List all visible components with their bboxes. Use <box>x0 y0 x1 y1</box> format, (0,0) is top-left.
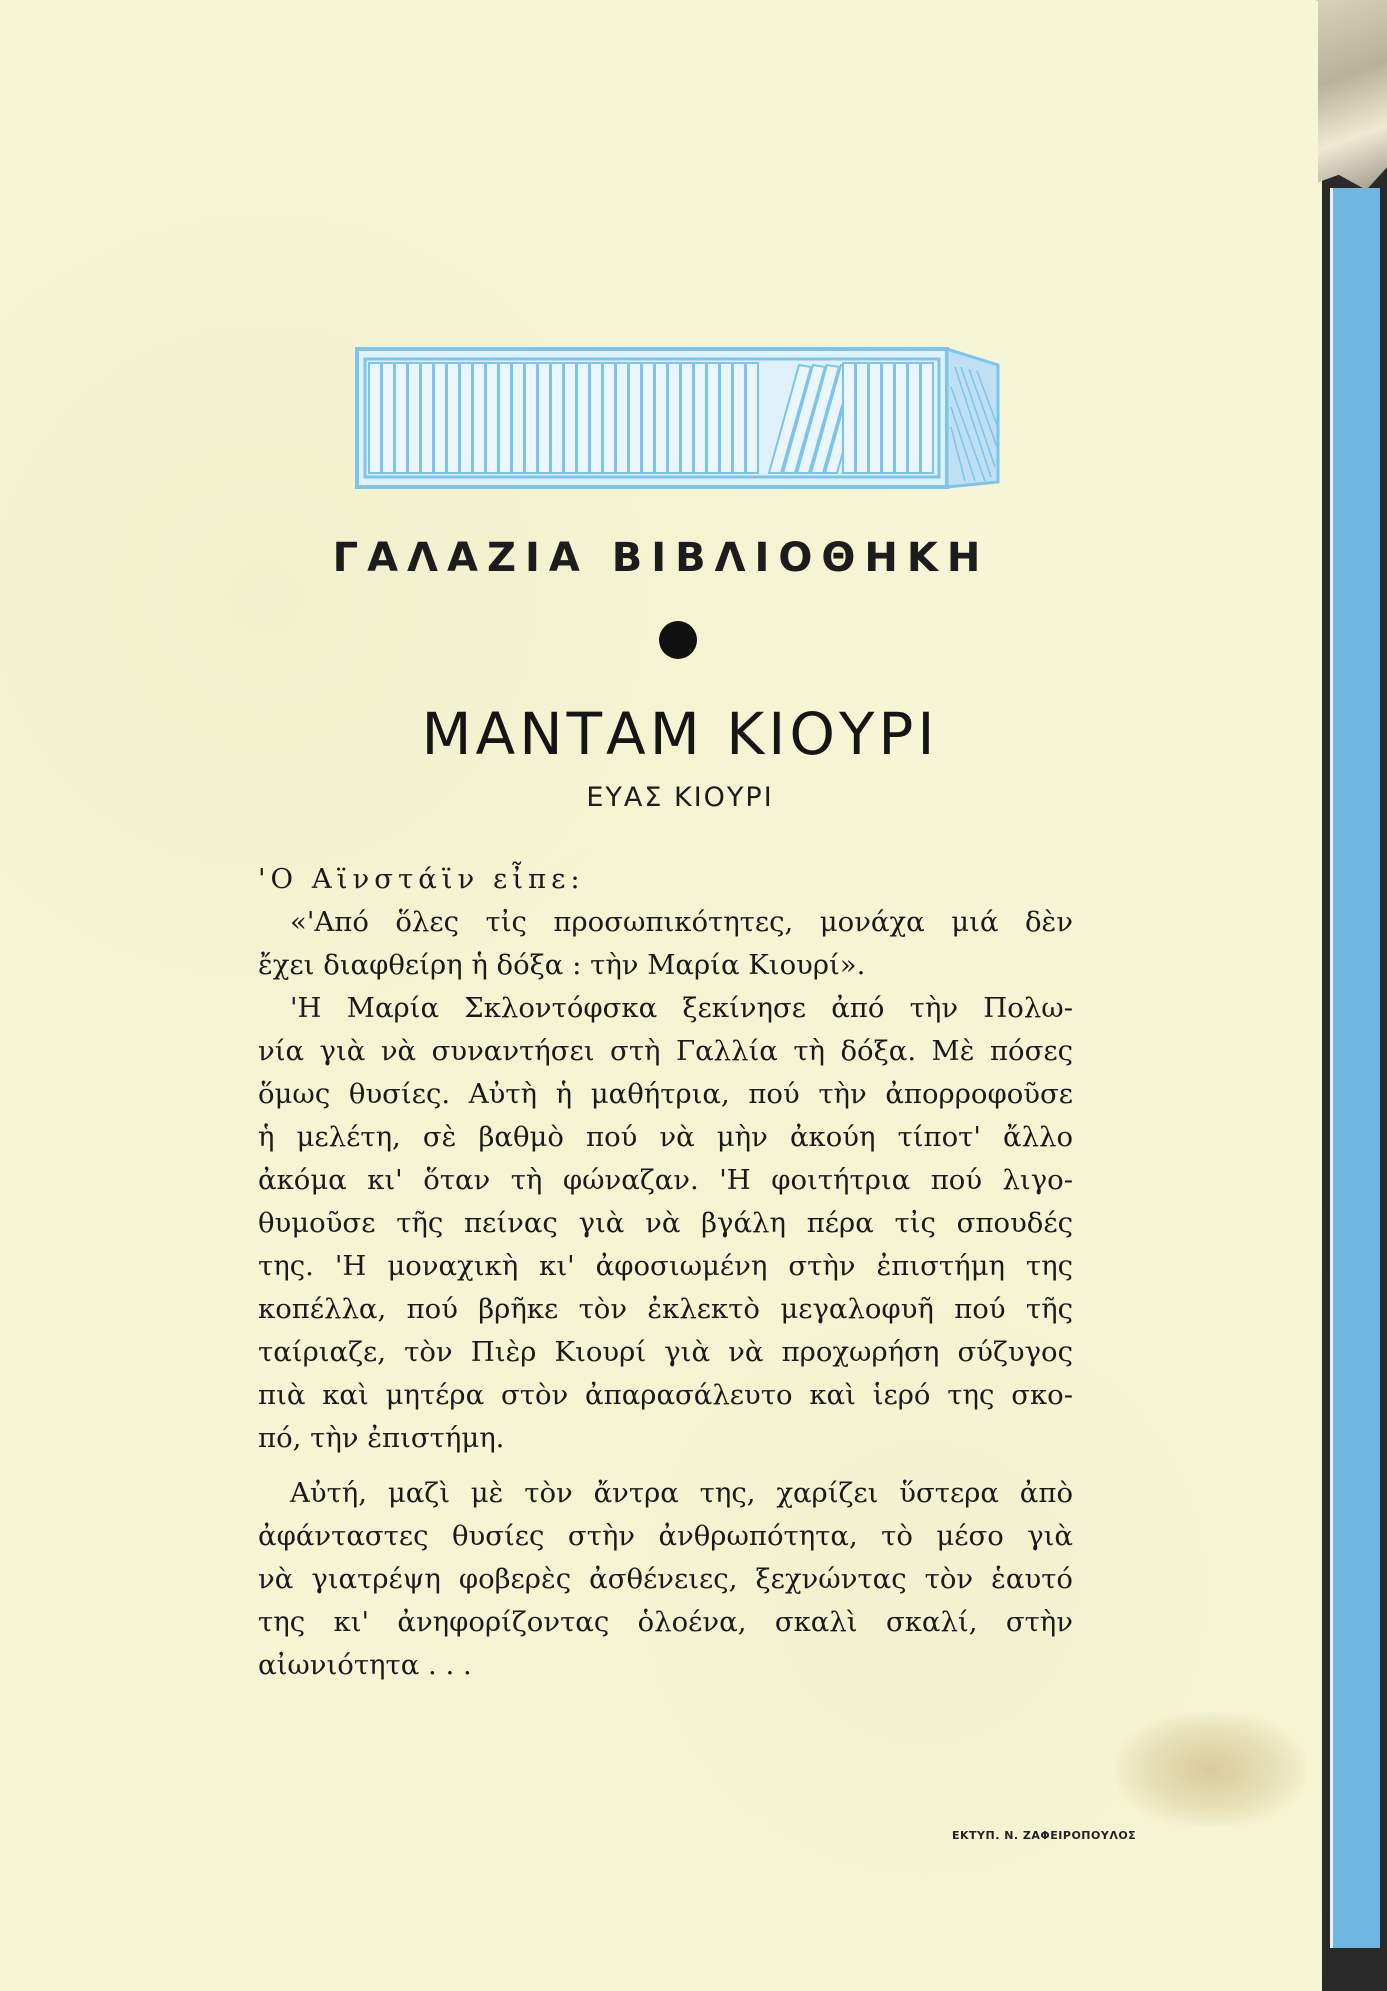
book-spine-icon <box>499 363 511 473</box>
book-spine-icon <box>512 363 524 473</box>
book-spine-icon <box>869 363 881 473</box>
paragraph-line: νὰ γιατρέψη φοβερὲς ἀσθένειες, ξεχνώντας τὸν ἑαυτό <box>258 1563 1073 1595</box>
torn-label-edge <box>1318 0 1387 190</box>
paragraph-1 <box>258 901 1073 987</box>
author-name: ΕΥΑΣ ΚΙΟΥΡΙ <box>586 782 774 813</box>
book-spine-icon <box>395 363 407 473</box>
paragraph-line: 'Η Μαρία Σκλοντόφσκα ξεκίνησε ἀπό τὴν Πολω- <box>290 992 1073 1024</box>
paragraph-line: ἀφάνταστες θυσίες στὴν ἀνθρωπότητα, τὸ μέσο γιὰ <box>258 1520 1073 1552</box>
book-spine-icon <box>843 363 855 473</box>
paragraph-line: αἰωνιότητα . . . <box>258 1649 472 1681</box>
book-spine-icon <box>921 363 933 473</box>
book-spine-icon <box>525 363 537 473</box>
paper-stain <box>1116 1712 1306 1827</box>
paragraph-line: ταίριαζε, τὸν Πιὲρ Κιουρί γιὰ νὰ προχωρήση σύζυγος <box>258 1336 1073 1368</box>
paragraph-line: θυμοῦσε τῆς πείνας γιὰ νὰ βγάλη πέρα τἰς σπουδές <box>258 1207 1073 1239</box>
book-spine-icon <box>460 363 472 473</box>
book-spine-icon <box>421 363 433 473</box>
book-spine-icon <box>895 363 907 473</box>
blurb-text <box>258 858 1073 1687</box>
book-spine-icon <box>908 363 920 473</box>
book-spine-icon <box>564 363 576 473</box>
book-spine-icon <box>681 363 693 473</box>
paragraph-line: κοπέλλα, πού βρῆκε τὸν ἐκλεκτὸ μεγαλοφυῆ πού τῆς <box>258 1293 1073 1325</box>
paragraph-line: της κι' ἀνηφορίζοντας ὁλοένα, σκαλὶ σκαλί, στὴν <box>258 1606 1073 1638</box>
paragraph-line: πιὰ καὶ μητέρα στὸν ἀπαρασάλευτο καὶ ἱερό της σκο- <box>258 1379 1073 1411</box>
book-spine-icon <box>447 363 459 473</box>
book-spine-icon <box>733 363 745 473</box>
book-spine-icon <box>538 363 550 473</box>
book-spine-icon <box>382 363 394 473</box>
bookshelf-illustration-icon <box>355 347 1000 490</box>
paragraph-line: της. 'Η μοναχικὴ κι' ἀφοσιωμένη στὴν ἐπιστήμη της <box>258 1250 1073 1282</box>
blurb-lead: 'Ο Αϊνστάϊν εἶπε: <box>258 863 585 895</box>
paragraph-line: ἡ μελέτη, σὲ βαθμὸ πού νὰ μὴν ἀκούη τίποτ' ἄλλο <box>258 1121 1073 1153</box>
paragraph-line: ἀκόμα κι' ὅταν τὴ φώναζαν. 'Η φοιτήτρια πού λιγο- <box>258 1164 1073 1196</box>
book-spine-icon <box>655 363 667 473</box>
book-spine-icon <box>694 363 706 473</box>
book-spine-icon <box>856 363 868 473</box>
book-spine-icon <box>720 363 732 473</box>
series-title: ΓΑΛΑΖΙΑ ΒΙΒΛΙΟΘΗΚΗ <box>332 535 990 581</box>
paragraph-2 <box>258 987 1073 1460</box>
book-spine-icon <box>551 363 563 473</box>
paragraph-line: πό, τὴν ἐπιστήμη. <box>258 1422 505 1454</box>
book-spine-icon <box>882 363 894 473</box>
book-spine-icon <box>668 363 680 473</box>
book-spine-icon <box>486 363 498 473</box>
paragraph-3 <box>258 1472 1073 1687</box>
paragraph-line: ἔχει διαφθείρη ἡ δόξα : τὴν Μαρία Κιουρί». <box>258 949 866 981</box>
paragraph-line: ὅμως θυσίες. Αὐτὴ ἡ μαθήτρια, πού τὴν ἀπορροφοῦσε <box>258 1078 1073 1110</box>
book-title: ΜΑΝΤΑΜ ΚΙΟΥΡΙ <box>421 700 939 768</box>
bullet-dot-icon <box>659 621 697 659</box>
book-spine-icon <box>603 363 615 473</box>
paragraph-line: Αὐτή, μαζὶ μὲ τὸν ἄντρα της, χαρίζει ὕστερα ἀπὸ <box>290 1477 1073 1509</box>
blue-spine-strip <box>1330 188 1380 1948</box>
paragraph-line: νία γιὰ νὰ συναντήσει στὴ Γαλλία τὴ δόξα. Μὲ πόσες <box>258 1035 1073 1067</box>
book-spine-icon <box>629 363 641 473</box>
book-spine-icon <box>642 363 654 473</box>
printer-credit: ΕΚΤΥΠ. Ν. ΖΑΦΕΙΡΟΠΟΥΛΟΣ <box>952 1829 1137 1842</box>
book-spine-icon <box>369 363 381 473</box>
book-spine-icon <box>590 363 602 473</box>
book-spine-icon <box>616 363 628 473</box>
book-spine-icon <box>434 363 446 473</box>
book-spine-icon <box>473 363 485 473</box>
book-spine-icon <box>746 363 758 473</box>
book-spine-icon <box>408 363 420 473</box>
paragraph-line: «'Από ὅλες τἰς προσωπικότητες, μονάχα μιά δὲν <box>290 906 1073 938</box>
book-spine-icon <box>707 363 719 473</box>
book-spine-icon <box>577 363 589 473</box>
